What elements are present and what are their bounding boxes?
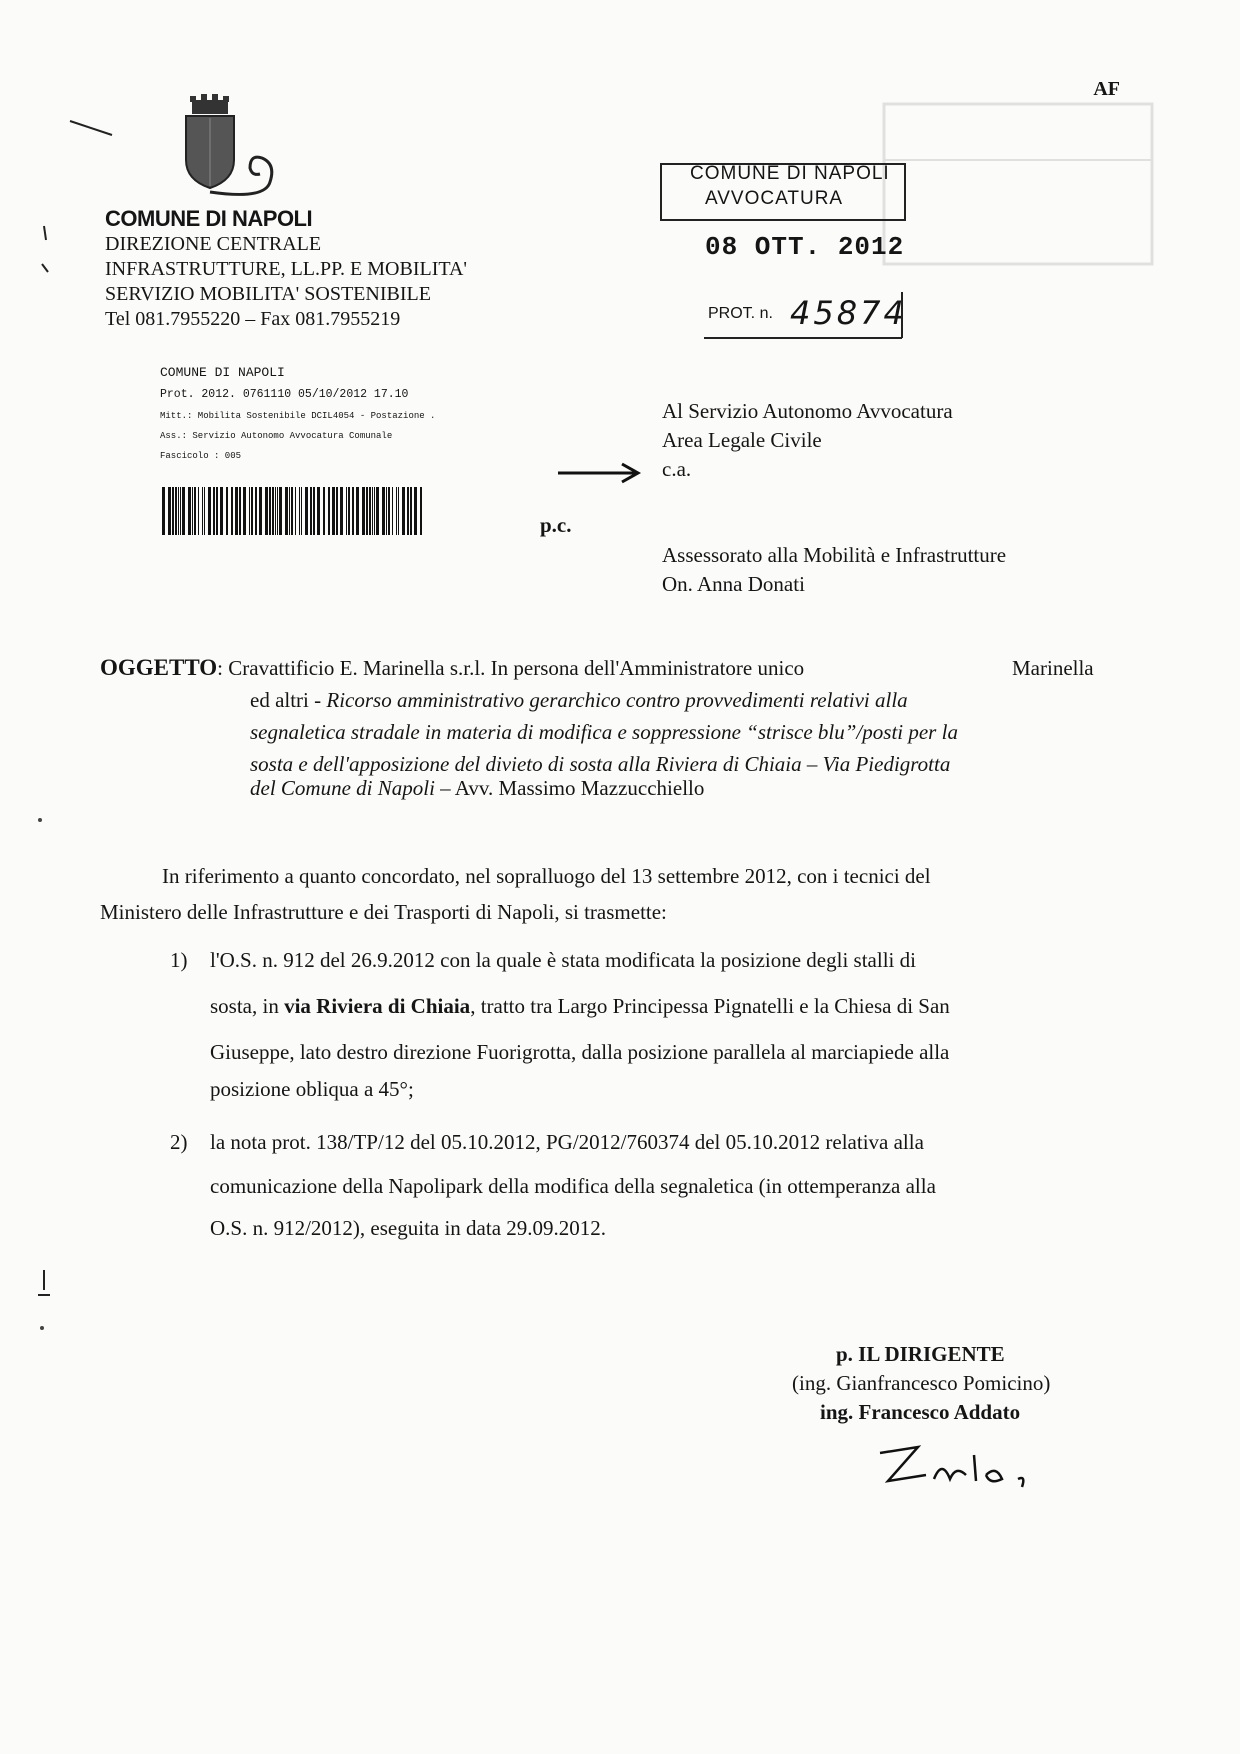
intro-line-1: In riferimento a quanto concordato, nel sopralluogo del 13 settembre 2012, con i tecnici del (162, 864, 931, 888)
subject-text-5a: del Comune di Napoli (250, 776, 435, 800)
barcode-bar (414, 487, 417, 535)
item-1-number: 1) (170, 948, 188, 972)
barcode-bar (216, 487, 218, 535)
barcode-bar (382, 487, 385, 535)
item-2-line-3: O.S. n. 912/2012), eseguita in data 29.09.2012. (210, 1216, 607, 1240)
barcode (162, 487, 426, 535)
barcode-bar (348, 487, 350, 535)
item-1-line-1: l'O.S. n. 912 del 26.9.2012 con la quale è stata modificata la posizione degli stalli di (210, 948, 916, 972)
barcode-bar (235, 487, 238, 535)
recipient-area: Area Legale Civile (662, 428, 822, 452)
barcode-bar (295, 487, 296, 535)
barcode-bar (366, 487, 368, 535)
item-1-text-c: , tratto tra Largo Principessa Pignatelli e la Chiesa di San (470, 994, 950, 1018)
infrastrutture-line: INFRASTRUTTURE, LL.PP. E MOBILITA' (105, 258, 468, 280)
barcode-bar (243, 487, 246, 535)
intro-line-2: Ministero delle Infrastrutture e dei Trasporti di Napoli, si trasmette: (100, 900, 667, 924)
barcode-bar (374, 487, 375, 535)
protocol-fascicolo-line: Fascicolo : 005 (160, 451, 242, 461)
barcode-bar (301, 487, 302, 535)
item-1-line-2 (210, 990, 950, 1022)
barcode-bar (180, 487, 181, 535)
ghost-stamp-outline (880, 100, 1160, 300)
barcode-bar (340, 487, 343, 535)
barcode-bar (289, 487, 290, 535)
barcode-bar (198, 487, 199, 535)
subject-text-1a: : Cravattificio E. Marinella s.r.l. In persona dell'Amministratore unico (217, 656, 805, 680)
barcode-bar (213, 487, 215, 535)
barcode-bar (192, 487, 193, 535)
barcode-bar (162, 487, 165, 535)
servizio-line: SERVIZIO MOBILITA' SOSTENIBILE (105, 283, 431, 305)
barcode-bar (323, 487, 325, 535)
barcode-bar (305, 487, 308, 535)
received-date-stamp: 08 OTT. 2012 (705, 232, 905, 262)
prot-stamp-label: PROT. n. (708, 305, 773, 322)
handwritten-signature (870, 1435, 1050, 1495)
barcode-bar (346, 487, 347, 535)
barcode-bar (272, 487, 274, 535)
barcode-bar (336, 487, 338, 535)
barcode-bar (386, 487, 387, 535)
barcode-bar (407, 487, 409, 535)
barcode-bar (328, 487, 330, 535)
item-2-line-2: comunicazione della Napolipark della modifica della segnaletica (in ottemperanza alla (210, 1174, 936, 1198)
barcode-bar (388, 487, 390, 535)
barcode-bar (277, 487, 278, 535)
barcode-bar (396, 487, 397, 535)
barcode-bar (420, 487, 422, 535)
subject-label: OGGETTO (100, 655, 218, 680)
barcode-bar (299, 487, 300, 535)
barcode-bar (255, 487, 257, 535)
subject-text-5b: – Avv. Massimo Mazzucchiello (434, 776, 705, 800)
subject-line-3: segnaletica stradale in materia di modifica e soppressione “strisce blu”/posti per la (250, 720, 958, 744)
signature-name-1: (ing. Gianfrancesco Pomicino) (792, 1371, 1051, 1395)
protocol-sender-line: Mitt.: Mobilita Sostenibile DCIL4054 - Postazione . (160, 411, 436, 421)
comune-name: COMUNE DI NAPOLI (105, 206, 313, 231)
barcode-bar (398, 487, 399, 535)
stamp-avvocatura: AVVOCATURA (705, 188, 844, 209)
direzione-line: DIREZIONE CENTRALE (105, 233, 322, 255)
barcode-bar (172, 487, 174, 535)
stamp-comune: COMUNE DI NAPOLI (690, 163, 890, 184)
protocol-assignee-line: Ass.: Servizio Autonomo Avvocatura Comunale (160, 431, 393, 441)
barcode-bar (175, 487, 177, 535)
barcode-bar (178, 487, 179, 535)
signature-name-2: ing. Francesco Addato (820, 1400, 1021, 1424)
barcode-bar (376, 487, 379, 535)
barcode-bar (279, 487, 282, 535)
barcode-bar (310, 487, 312, 535)
recipient-assessore: On. Anna Donati (662, 572, 805, 596)
barcode-bar (168, 487, 171, 535)
barcode-bar (313, 487, 315, 535)
subject-line-4: sosta e dell'apposizione del divieto di sosta alla Riviera di Chiaia – Via Piedigrotta (250, 752, 951, 776)
subject-text-2a: ed altri - (250, 688, 327, 712)
item-1-line-3: Giuseppe, lato destro direzione Fuorigrotta, dalla posizione parallela al marciapiede alla (210, 1040, 950, 1064)
barcode-bar (251, 487, 253, 535)
barcode-bar (259, 487, 262, 535)
barcode-bar (356, 487, 359, 535)
barcode-bar (220, 487, 223, 535)
recipient-ca: c.a. (662, 457, 692, 481)
barcode-bar (392, 487, 393, 535)
barcode-bar (208, 487, 211, 535)
barcode-bar (410, 487, 412, 535)
barcode-bar (352, 487, 354, 535)
barcode-bar (194, 487, 196, 535)
barcode-bar (182, 487, 185, 535)
protocol-number-line: Prot. 2012. 0761110 05/10/2012 17.10 (160, 388, 409, 401)
per-conoscenza-label: p.c. (540, 513, 572, 537)
barcode-bar (317, 487, 320, 535)
barcode-bar (239, 487, 241, 535)
barcode-bar (275, 487, 276, 535)
subject-text-2b: Ricorso amministrativo gerarchico contro provvedimenti relativi alla (326, 688, 908, 712)
recipient-assessorato: Assessorato alla Mobilità e Infrastrutture (662, 543, 1007, 567)
subject-line-2 (250, 684, 908, 716)
signature-title: p. IL DIRIGENTE (836, 1342, 1005, 1366)
barcode-bar (202, 487, 203, 535)
subject-line-5 (250, 772, 704, 804)
barcode-bar (231, 487, 233, 535)
handwritten-prot-number: 45874 (790, 294, 907, 332)
barcode-bar (269, 487, 271, 535)
page-code: AF (1093, 78, 1120, 100)
barcode-bar (249, 487, 250, 535)
subject-line-1 (100, 652, 804, 684)
protocol-label (160, 362, 460, 466)
item-1-line-4: posizione obliqua a 45°; (210, 1077, 414, 1101)
recipient-avvocatura: Al Servizio Autonomo Avvocatura (662, 399, 953, 423)
margin-punch-marks (30, 220, 70, 1380)
sender-header (105, 96, 565, 332)
barcode-bar (204, 487, 205, 535)
item-2-number: 2) (170, 1130, 188, 1154)
barcode-bar (291, 487, 293, 535)
item-1-text-a: sosta, in (210, 994, 285, 1018)
arrow-icon (556, 461, 646, 485)
protocol-label-title: COMUNE DI NAPOLI (160, 365, 285, 380)
barcode-bar (265, 487, 268, 535)
barcode-bar (362, 487, 365, 535)
barcode-bar (402, 487, 405, 535)
telephone-line: Tel 081.7955220 – Fax 081.7955219 (105, 308, 401, 330)
barcode-bar (372, 487, 373, 535)
item-2-line-1: la nota prot. 138/TP/12 del 05.10.2012, PG/2012/760374 del 05.10.2012 relativa alla (210, 1130, 924, 1154)
barcode-bar (188, 487, 191, 535)
barcode-bar (285, 487, 288, 535)
barcode-bar (369, 487, 371, 535)
item-1-street: via Riviera di Chiaia (284, 994, 471, 1018)
subject-text-1b: Marinella (1012, 656, 1094, 680)
prot-stamp-bracket (702, 290, 912, 340)
barcode-bar (226, 487, 228, 535)
barcode-bar (332, 487, 335, 535)
